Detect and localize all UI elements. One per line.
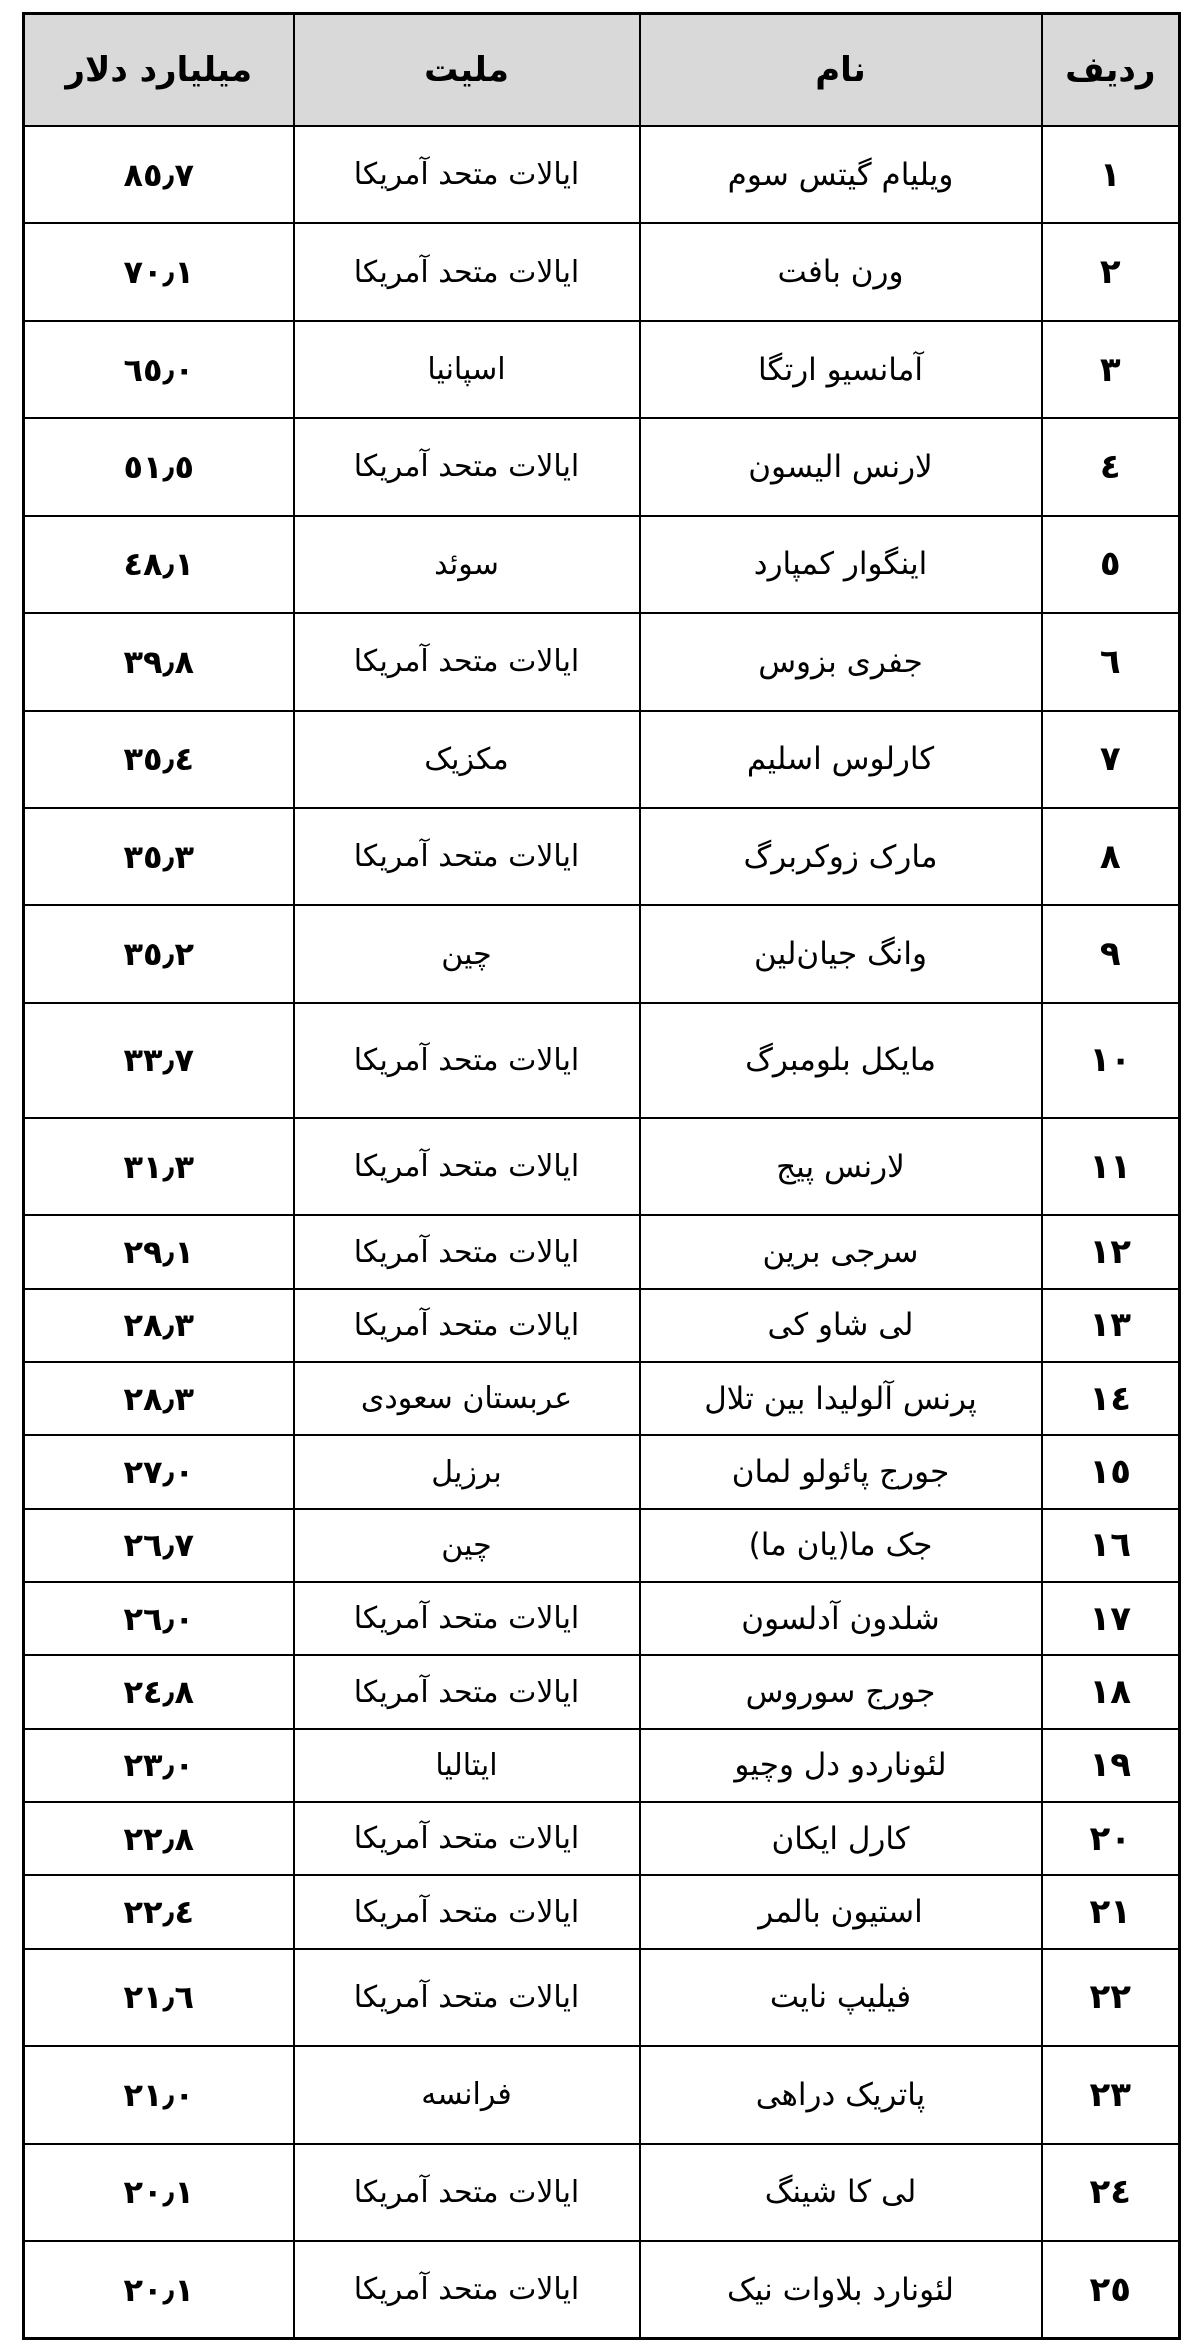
nationality-cell: ایالات متحد آمریکا bbox=[294, 1802, 640, 1875]
name-cell: استیون بالمر bbox=[640, 1875, 1042, 1948]
name-cell: کارلوس اسلیم bbox=[640, 711, 1042, 808]
name-cell: مایکل بلومبرگ bbox=[640, 1003, 1042, 1118]
table-row bbox=[24, 1509, 1180, 1582]
rank-cell: ٩ bbox=[1042, 905, 1180, 1002]
rank-cell: ٢٢ bbox=[1042, 1949, 1180, 2046]
name-cell: وانگ جیان‌لین bbox=[640, 905, 1042, 1002]
rank-cell: ٤ bbox=[1042, 418, 1180, 515]
table-row bbox=[24, 1003, 1180, 1118]
net-worth-cell: ٣٩٫٨ bbox=[24, 613, 294, 710]
rank-cell: ٨ bbox=[1042, 808, 1180, 905]
billionaires-table bbox=[22, 12, 1181, 2340]
net-worth-cell: ٤٨٫١ bbox=[24, 516, 294, 613]
table-row bbox=[24, 223, 1180, 320]
table-row bbox=[24, 1949, 1180, 2046]
name-cell: سرجی برین bbox=[640, 1215, 1042, 1288]
nationality-cell: ایالات متحد آمریکا bbox=[294, 2144, 640, 2241]
net-worth-cell: ٢١٫٠ bbox=[24, 2046, 294, 2143]
net-worth-cell: ٢٣٫٠ bbox=[24, 1729, 294, 1802]
nationality-cell: ایالات متحد آمریکا bbox=[294, 1215, 640, 1288]
table-row bbox=[24, 321, 1180, 418]
rank-cell: ١٠ bbox=[1042, 1003, 1180, 1118]
nationality-cell: چین bbox=[294, 905, 640, 1002]
table-row bbox=[24, 808, 1180, 905]
rank-cell: ٢٠ bbox=[1042, 1802, 1180, 1875]
name-cell: جورج پائولو لمان bbox=[640, 1435, 1042, 1508]
rank-cell: ١١ bbox=[1042, 1118, 1180, 1215]
net-worth-cell: ٦٥٫٠ bbox=[24, 321, 294, 418]
name-cell: جفری بزوس bbox=[640, 613, 1042, 710]
rank-cell: ٢١ bbox=[1042, 1875, 1180, 1948]
rank-cell: ١٤ bbox=[1042, 1362, 1180, 1435]
rank-cell: ١٦ bbox=[1042, 1509, 1180, 1582]
nationality-cell: ایالات متحد آمریکا bbox=[294, 2241, 640, 2339]
name-cell: ورن بافت bbox=[640, 223, 1042, 320]
table-row bbox=[24, 1118, 1180, 1215]
nationality-cell: اسپانیا bbox=[294, 321, 640, 418]
name-cell: شلدون آدلسون bbox=[640, 1582, 1042, 1655]
table-row bbox=[24, 418, 1180, 515]
nationality-cell: ایالات متحد آمریکا bbox=[294, 1655, 640, 1728]
table-row bbox=[24, 2241, 1180, 2339]
nationality-cell: چین bbox=[294, 1509, 640, 1582]
name-cell: لارنس پیج bbox=[640, 1118, 1042, 1215]
net-worth-cell: ٢٢٫٨ bbox=[24, 1802, 294, 1875]
rank-cell: ٥ bbox=[1042, 516, 1180, 613]
rank-cell: ٢٣ bbox=[1042, 2046, 1180, 2143]
net-worth-cell: ٢٧٫٠ bbox=[24, 1435, 294, 1508]
table-row bbox=[24, 1215, 1180, 1288]
nationality-cell: عربستان سعودی bbox=[294, 1362, 640, 1435]
net-worth-cell: ٢٨٫٣ bbox=[24, 1362, 294, 1435]
net-worth-cell: ٢١٫٦ bbox=[24, 1949, 294, 2046]
name-cell: ویلیام گیتس سوم bbox=[640, 126, 1042, 223]
table-row bbox=[24, 1289, 1180, 1362]
rank-cell: ١٩ bbox=[1042, 1729, 1180, 1802]
nationality-cell: فرانسه bbox=[294, 2046, 640, 2143]
net-worth-cell: ٣٣٫٧ bbox=[24, 1003, 294, 1118]
net-worth-cell: ٣٥٫٤ bbox=[24, 711, 294, 808]
rank-cell: ١٥ bbox=[1042, 1435, 1180, 1508]
table-row bbox=[24, 2046, 1180, 2143]
name-cell: لارنس الیسون bbox=[640, 418, 1042, 515]
net-worth-cell: ٢٠٫١ bbox=[24, 2241, 294, 2339]
nationality-cell: ایالات متحد آمریکا bbox=[294, 126, 640, 223]
nationality-cell: سوئد bbox=[294, 516, 640, 613]
table-row bbox=[24, 516, 1180, 613]
name-cell: کارل ایکان bbox=[640, 1802, 1042, 1875]
rank-cell: ٢٤ bbox=[1042, 2144, 1180, 2241]
nationality-cell: مکزیک bbox=[294, 711, 640, 808]
rank-cell: ٣ bbox=[1042, 321, 1180, 418]
nationality-cell: ایالات متحد آمریکا bbox=[294, 808, 640, 905]
net-worth-cell: ٢٨٫٣ bbox=[24, 1289, 294, 1362]
nationality-cell: ایالات متحد آمریکا bbox=[294, 223, 640, 320]
billionaires-table-sheet bbox=[22, 12, 1178, 2340]
name-cell: فیلیپ نایت bbox=[640, 1949, 1042, 2046]
net-worth-cell: ٧٠٫١ bbox=[24, 223, 294, 320]
name-cell: لی کا شینگ bbox=[640, 2144, 1042, 2241]
table-row bbox=[24, 1875, 1180, 1948]
net-worth-cell: ٢٩٫١ bbox=[24, 1215, 294, 1288]
name-cell: لئونارد بلاوات نیک bbox=[640, 2241, 1042, 2339]
rank-cell: ٦ bbox=[1042, 613, 1180, 710]
name-cell: جورج سوروس bbox=[640, 1655, 1042, 1728]
table-row bbox=[24, 1582, 1180, 1655]
table-row bbox=[24, 2144, 1180, 2241]
nationality-cell: ایتالیا bbox=[294, 1729, 640, 1802]
rank-cell: ١٧ bbox=[1042, 1582, 1180, 1655]
nationality-cell: ایالات متحد آمریکا bbox=[294, 1949, 640, 2046]
name-cell: لی شاو کی bbox=[640, 1289, 1042, 1362]
header-rank: ردیف bbox=[1042, 14, 1180, 127]
name-cell: جک ما(یان ما) bbox=[640, 1509, 1042, 1582]
table-body bbox=[24, 126, 1180, 2339]
rank-cell: ٢ bbox=[1042, 223, 1180, 320]
nationality-cell: ایالات متحد آمریکا bbox=[294, 1875, 640, 1948]
rank-cell: ٢٥ bbox=[1042, 2241, 1180, 2339]
name-cell: پرنس آلولیدا بین تلال bbox=[640, 1362, 1042, 1435]
net-worth-cell: ٥١٫٥ bbox=[24, 418, 294, 515]
net-worth-cell: ٢٦٫٧ bbox=[24, 1509, 294, 1582]
net-worth-cell: ٢٤٫٨ bbox=[24, 1655, 294, 1728]
header-nationality: ملیت bbox=[294, 14, 640, 127]
net-worth-cell: ٨٥٫٧ bbox=[24, 126, 294, 223]
nationality-cell: ایالات متحد آمریکا bbox=[294, 1003, 640, 1118]
name-cell: مارک زوکربرگ bbox=[640, 808, 1042, 905]
rank-cell: ١٨ bbox=[1042, 1655, 1180, 1728]
nationality-cell: ایالات متحد آمریکا bbox=[294, 1582, 640, 1655]
rank-cell: ٧ bbox=[1042, 711, 1180, 808]
rank-cell: ١٣ bbox=[1042, 1289, 1180, 1362]
name-cell: پاتریک دراهی bbox=[640, 2046, 1042, 2143]
nationality-cell: ایالات متحد آمریکا bbox=[294, 613, 640, 710]
table-row bbox=[24, 1655, 1180, 1728]
rank-cell: ١٢ bbox=[1042, 1215, 1180, 1288]
nationality-cell: ایالات متحد آمریکا bbox=[294, 1289, 640, 1362]
net-worth-cell: ٢٠٫١ bbox=[24, 2144, 294, 2241]
table-row bbox=[24, 1729, 1180, 1802]
table-row bbox=[24, 1362, 1180, 1435]
table-row bbox=[24, 1435, 1180, 1508]
table-row bbox=[24, 905, 1180, 1002]
net-worth-cell: ٢٦٫٠ bbox=[24, 1582, 294, 1655]
net-worth-cell: ٣٥٫٢ bbox=[24, 905, 294, 1002]
rank-cell: ١ bbox=[1042, 126, 1180, 223]
header-net-worth: میلیارد دلار bbox=[24, 14, 294, 127]
name-cell: آمانسیو ارتگا bbox=[640, 321, 1042, 418]
header-name: نام bbox=[640, 14, 1042, 127]
name-cell: لئوناردو دل وچیو bbox=[640, 1729, 1042, 1802]
nationality-cell: ایالات متحد آمریکا bbox=[294, 418, 640, 515]
table-row bbox=[24, 613, 1180, 710]
net-worth-cell: ٣٥٫٣ bbox=[24, 808, 294, 905]
net-worth-cell: ٢٢٫٤ bbox=[24, 1875, 294, 1948]
table-row bbox=[24, 711, 1180, 808]
nationality-cell: ایالات متحد آمریکا bbox=[294, 1118, 640, 1215]
nationality-cell: برزیل bbox=[294, 1435, 640, 1508]
table-row bbox=[24, 126, 1180, 223]
net-worth-cell: ٣١٫٣ bbox=[24, 1118, 294, 1215]
table-row bbox=[24, 1802, 1180, 1875]
table-header-row bbox=[24, 14, 1180, 127]
name-cell: اینگوار کمپارد bbox=[640, 516, 1042, 613]
